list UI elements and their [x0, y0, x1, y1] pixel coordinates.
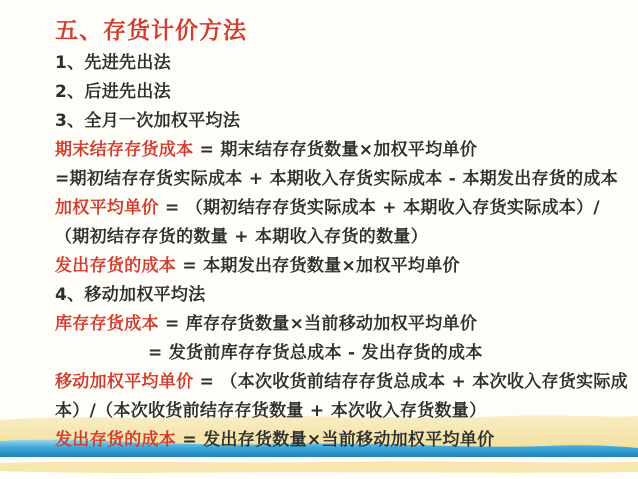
formula-body: = 期末结存存货数量×加权平均单价 — [193, 140, 478, 160]
formula-ending-inventory-cost — [55, 133, 638, 162]
formula-body: = 本期发出存货数量×加权平均单价 — [176, 256, 460, 276]
formula-body: = 发货前库存存货总成本 - 发出存货的成本 — [148, 343, 483, 363]
list-item-monthly-weighted-average — [55, 104, 638, 133]
formula-weighted-average-price — [55, 191, 638, 220]
formula-issued-inventory-cost — [55, 249, 638, 278]
formula-body: （期初结存存货的数量 + 本期收入存货的数量） — [55, 227, 428, 247]
formula-term: 加权平均单价 — [55, 198, 159, 218]
list-item-lifo — [55, 75, 638, 104]
formula-moving-weighted-average-price — [55, 365, 638, 394]
formula-term: 期末结存存货成本 — [55, 140, 194, 160]
item-text: 4、移动加权平均法 — [55, 285, 206, 305]
formula-stock-inventory-cost-cont — [55, 336, 638, 365]
formula-moving-weighted-average-price-cont — [55, 394, 638, 423]
formula-stock-inventory-cost — [55, 307, 638, 336]
formula-body: 本）/（本次收货前结存存货数量 + 本次收入存货数量） — [55, 401, 487, 421]
page-title: 五、存货计价方法 — [55, 17, 247, 44]
formula-body: = 发出存货数量×当前移动加权平均单价 — [176, 430, 495, 450]
formula-body: =期初结存存货实际成本 + 本期收入存货实际成本 - 本期发出存货的成本 — [55, 169, 619, 189]
formula-term: 移动加权平均单价 — [55, 372, 194, 392]
item-text: 3、全月一次加权平均法 — [55, 111, 241, 131]
item-text: 1、先进先出法 — [55, 53, 171, 73]
item-text: 2、后进先出法 — [55, 82, 171, 102]
formula-term: 发出存货的成本 — [55, 430, 177, 450]
formula-weighted-average-price-cont — [55, 220, 638, 249]
formula-body: = （本次收货前结存存货总成本 + 本次收入存货实际成 — [193, 372, 628, 392]
formula-body: = 库存存货数量×当前移动加权平均单价 — [158, 314, 478, 334]
formula-term: 发出存货的成本 — [55, 256, 177, 276]
formula-term: 库存存货成本 — [55, 314, 159, 334]
formula-issued-inventory-cost-moving — [55, 423, 638, 452]
formula-ending-inventory-cost-cont — [55, 162, 638, 191]
formula-body: = （期初结存存货实际成本 + 本期收入存货实际成本）/ — [158, 198, 600, 218]
list-item-moving-weighted-average — [55, 278, 638, 307]
list-item-fifo — [55, 46, 638, 75]
